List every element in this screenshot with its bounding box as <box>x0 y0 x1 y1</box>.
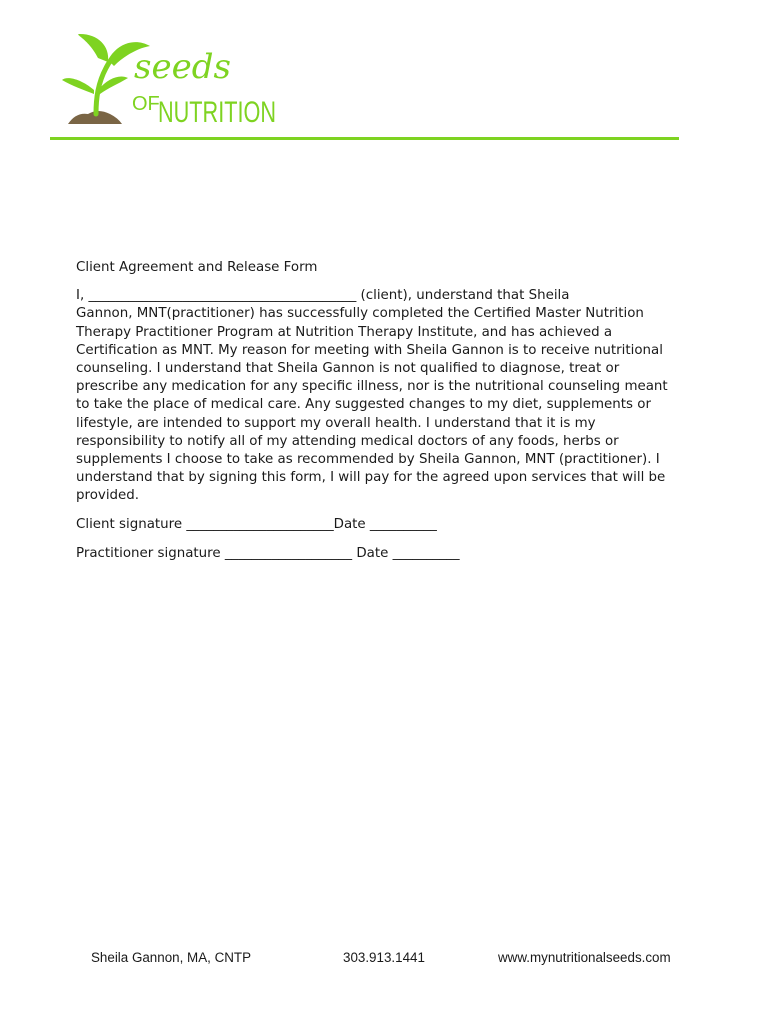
footer-practitioner-name: Sheila Gannon, MA, CNTP <box>91 950 252 965</box>
sprout-leaf-left <box>78 34 108 62</box>
agreement-line: Therapy Practitioner Program at Nutrition Therapy Institute, and has achieved a <box>76 324 613 340</box>
form-body <box>76 259 676 574</box>
agreement-line: responsibility to notify all of my attending medical doctors of any foods, herbs or <box>76 433 619 449</box>
agreement-line: Gannon, MNT(practitioner) has successfully completed the Certified Master Nutrition <box>76 306 644 322</box>
logo-word-seeds: seeds <box>134 47 231 87</box>
header-divider <box>50 137 679 140</box>
agreement-line: prescribe any medication for any specific illness, nor is the nutritional counseling meant <box>76 379 668 395</box>
seeds-of-nutrition-logo <box>58 28 288 132</box>
footer-phone: 303.913.1441 <box>343 950 425 965</box>
agreement-line: Certification as MNT. My reason for meeting with Sheila Gannon is to receive nutritional <box>76 342 663 358</box>
logo-word-of: OF <box>132 93 160 115</box>
client-signature-line[interactable]: Client signature ______________________Date __________ <box>76 516 437 532</box>
agreement-line: to take the place of medical care. Any suggested changes to my diet, supplements or <box>76 397 651 413</box>
agreement-line: supplements I choose to take as recommended by Sheila Gannon, MNT (practitioner). I <box>76 452 660 468</box>
agreement-line: provided. <box>76 488 140 504</box>
agreement-line: counseling. I understand that Sheila Gannon is not qualified to diagnose, treat or <box>76 361 620 377</box>
agreement-paragraph <box>76 287 676 505</box>
agreement-line: lifestyle, are intended to support my overall health. I understand that it is my <box>76 415 596 431</box>
form-title: Client Agreement and Release Form <box>76 260 318 275</box>
footer-website-link[interactable]: www.mynutritionalseeds.com <box>498 950 671 965</box>
practitioner-signature-line[interactable]: Practitioner signature ___________________ Date __________ <box>76 545 460 561</box>
logo-word-nutrition: NUTRITION <box>158 96 276 129</box>
agreement-line: understand that by signing this form, I will pay for the agreed upon services that will be <box>76 470 666 486</box>
agreement-line: I, ________________________________________ (client), understand that Sheila <box>76 288 570 304</box>
sprout-leaf-small <box>62 78 94 94</box>
